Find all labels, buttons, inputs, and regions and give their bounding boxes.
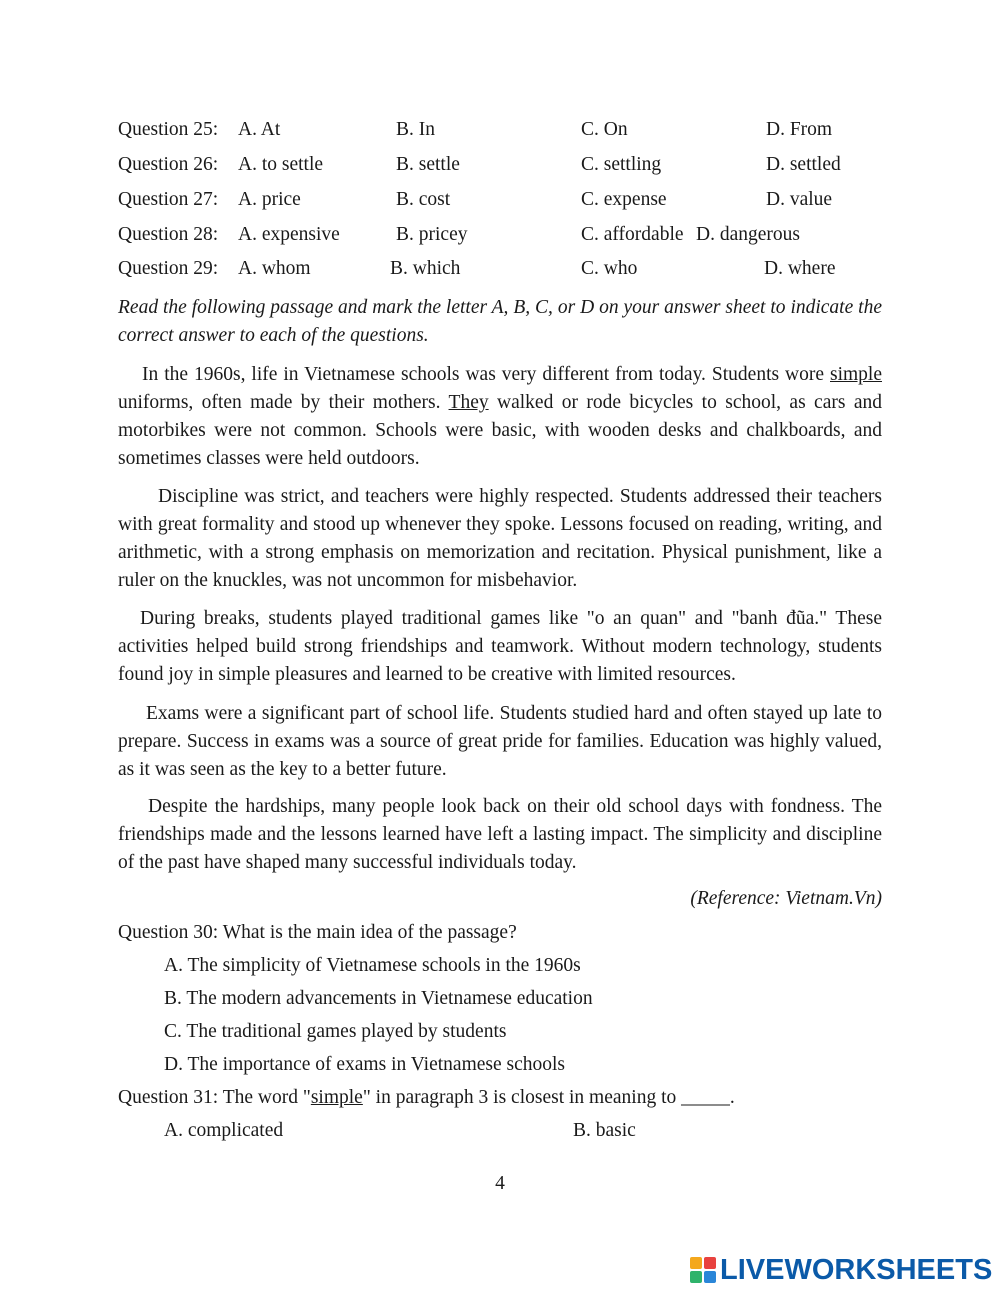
- p1-text-b: uniforms, often made by their mothers.: [118, 392, 449, 413]
- option-d: D. value: [766, 189, 833, 210]
- option-a: A. At: [238, 119, 281, 140]
- instruction-text: Read the following passage and mark the letter A, B, C, or D on your answer sheet to indicate the correct answer to each of the questions.: [118, 297, 882, 346]
- underlined-word-simple: simple: [830, 364, 882, 385]
- paragraph-2: Discipline was strict, and teachers were highly respected. Students addressed their teachers with great formality and stood up whenever they spoke. Lessons focused on reading, writing, and arithmetic, with a strong emphasis on memorization and recitation. Physical punishment, like a ruler on the knuckles, was not uncommon for misbehavior.: [118, 486, 882, 591]
- logo-tile: [690, 1271, 702, 1283]
- option-c: C. affordable: [581, 224, 684, 245]
- q31-stem-a: Question 31: The word ": [118, 1087, 311, 1108]
- option-b: B. In: [396, 119, 435, 140]
- paragraph-4: Exams were a significant part of school life. Students studied hard and often stayed up late to prepare. Success in exams was a source of great pride for families. Education was highly valued, as it was seen as the key to a better future.: [118, 703, 882, 780]
- q30-option-a: A. The simplicity of Vietnamese schools in the 1960s: [164, 955, 581, 976]
- question-row: [118, 154, 898, 180]
- p1-text-a: In the 1960s, life in Vietnamese schools was very different from today. Students wore: [142, 364, 830, 385]
- paragraph-5: Despite the hardships, many people look back on their old school days with fondness. The friendships made and the lessons learned have left a lasting impact. The simplicity and discipline of the past have shaped many successful individuals today.: [118, 796, 882, 873]
- liveworksheets-logo[interactable]: [690, 1252, 992, 1288]
- q30-option-d: D. The importance of exams in Vietnamese schools: [164, 1054, 566, 1075]
- logo-tile: [704, 1257, 716, 1269]
- option-d: D. From: [766, 119, 833, 140]
- question-row: [118, 224, 898, 250]
- question-label: Question 29:: [118, 258, 219, 279]
- q30-option-b: B. The modern advancements in Vietnamese education: [164, 988, 593, 1009]
- question-31-stem: [118, 1087, 735, 1109]
- option-a: A. expensive: [238, 224, 340, 245]
- q31-underlined-word: simple: [310, 1087, 363, 1108]
- option-d: D. dangerous: [696, 224, 800, 245]
- option-c: C. On: [581, 119, 628, 140]
- option-c: C. settling: [581, 154, 662, 175]
- option-b: B. settle: [396, 154, 460, 175]
- q31-stem-b: " in paragraph 3 is closest in meaning to _____.: [362, 1087, 735, 1108]
- question-row: [118, 189, 898, 215]
- question-30-stem: Question 30: What is the main idea of the passage?: [118, 922, 517, 943]
- question-label: Question 27:: [118, 189, 219, 210]
- q31-option-b: B. basic: [573, 1120, 636, 1141]
- paragraph-1: [118, 361, 882, 473]
- option-b: B. cost: [396, 189, 451, 210]
- option-a: A. price: [238, 189, 301, 210]
- logo-tiles-icon: [690, 1257, 716, 1283]
- p1-text-c: walked or rode bicycles to school, as cars and motorbikes were not common. Schools were basic, with wooden desks and chalkboards, and sometimes classes were held outdoors.: [118, 392, 882, 469]
- option-c: C. who: [581, 258, 638, 279]
- paragraph-3: During breaks, students played traditional games like "o an quan" and "banh đũa." These activities helped build strong friendships and teamwork. Without modern technology, students found joy in simple pleasures and learned to be creative with limited resources.: [118, 608, 882, 685]
- logo-tile: [690, 1257, 702, 1269]
- underlined-word-they: They: [448, 392, 489, 413]
- option-d: D. settled: [766, 154, 841, 175]
- page-number: 4: [495, 1173, 505, 1194]
- option-c: C. expense: [581, 189, 667, 210]
- option-d: D. where: [764, 258, 836, 279]
- question-row: [118, 258, 898, 284]
- option-b: B. which: [390, 258, 461, 279]
- question-row: [118, 119, 898, 145]
- q30-option-c: C. The traditional games played by students: [164, 1021, 507, 1042]
- logo-text: LIVEWORKSHEETS: [720, 1253, 993, 1286]
- logo-tile: [704, 1271, 716, 1283]
- option-a: A. whom: [238, 258, 311, 279]
- question-label: Question 26:: [118, 154, 219, 175]
- q31-option-a: A. complicated: [164, 1120, 284, 1141]
- question-label: Question 28:: [118, 224, 219, 245]
- option-b: B. pricey: [396, 224, 468, 245]
- reference: (Reference: Vietnam.Vn): [690, 888, 882, 909]
- option-a: A. to settle: [238, 154, 324, 175]
- question-label: Question 25:: [118, 119, 219, 140]
